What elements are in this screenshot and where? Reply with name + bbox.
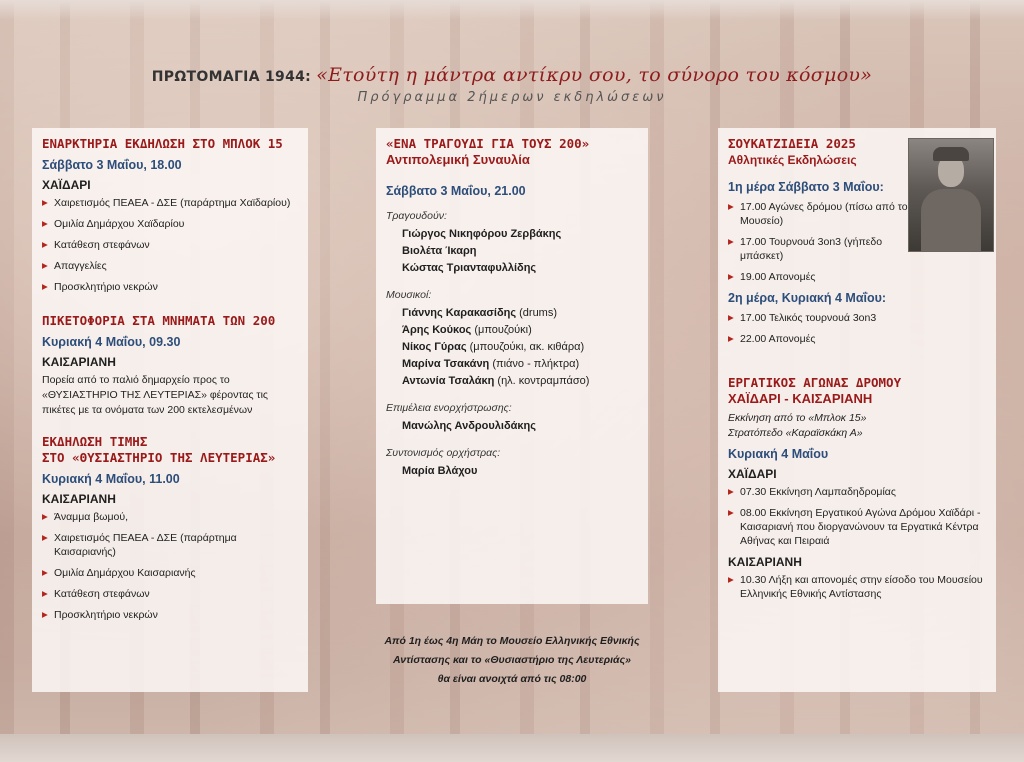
title-prefix: ΠΡΩΤΟΜΑΓΙΑ 1944: [151,69,312,85]
section-title-opening: ΕΝΑΡΚΤΗΡΙΑ ΕΚΔΗΛΩΣΗ ΣΤΟ ΜΠΛΟΚ 15 [42,136,283,151]
section-title-pickets: ΠΙΚΕΤΟΦΟΡΙΑ ΣΤΑ ΜΝΗΜΑΤΑ ΤΩΝ 200 [42,313,276,328]
list-item: ▶ Ομιλία Δημάρχου Χαϊδαρίου [42,217,298,231]
musician-entry: Αντωνία Τσαλάκη (ηλ. κοντραμπάσο) [402,375,590,387]
page-subtitle: Πρόγραμμα 2ήμερων εκδηλώσεων [357,90,667,105]
section-title-sports: ΣΟΥΚΑΤΖΙΔΕΙΑ 2025 [728,136,856,151]
column-center [376,128,648,604]
note-line: θα είναι ανοιχτά από τις 08:00 [437,673,587,685]
race-route: ΧΑΪΔΑΡΙ - ΚΑΙΣΑΡΙΑΝΗ [728,391,873,406]
list-item: ▶ Κατάθεση στεφάνων [42,238,298,252]
section-place: ΧΑΪΔΑΡΙ [728,467,777,481]
section-place: ΚΑΙΣΑΡΙΑΝΗ [728,555,802,569]
section-date: Σάββατο 3 Μαΐου, 18.00 [42,158,182,172]
note-line: Από 1η έως 4η Μάη το Μουσείο Ελληνικής Εθνικής [384,635,640,647]
list-item: ▶ 19.00 Απονομές [728,270,986,284]
musician-entry: Γιάννης Καρακασίδης (drums) [402,307,558,319]
singers-label: Τραγουδούν: [386,210,447,222]
day1-label: 1η μέρα Σάββατο 3 Μαΐου: [728,180,884,194]
musicians-label: Μουσικοί: [386,289,432,301]
section-date: Σάββατο 3 Μαΐου, 21.00 [386,184,526,198]
section-subtitle-concert: Αντιπολεμική Συναυλία [386,152,530,167]
list-item: ▶ 08.00 Εκκίνηση Εργατικού Αγώνα Δρόμου Χαϊδάρι - Καισαριανή που διοργανώνουν τα Εργατικά Κέντρα Αθήνας και Πειραιά [728,506,986,548]
page-title [0,64,1024,86]
list-item: ▶ Χαιρετισμός ΠΕΑΕΑ - ΔΣΕ (παράρτημα Καισαριανής) [42,531,298,559]
singer-name: Βιολέτα Ίκαρη [402,245,477,257]
museum-opening-note [370,632,654,689]
section-place: ΧΑΪΔΑΡΙ [42,178,91,192]
list-item: ▶ 22.00 Απονομές [728,332,986,346]
musician-entry: Άρης Κούκος (μπουζούκι) [402,324,532,336]
list-item: ▶ Απαγγελίες [42,259,298,273]
portrait-photo [908,138,994,252]
list-item: ▶ Προσκλητήριο νεκρών [42,280,298,294]
singer-name: Κώστας Τριανταφυλλίδης [402,262,537,274]
list-item: ▶ Ομιλία Δημάρχου Καισαριανής [42,566,298,580]
section-place: ΚΑΙΣΑΡΙΑΝΗ [42,492,116,506]
section-date: Κυριακή 4 Μαΐου, 09.30 [42,335,181,349]
list-item: ▶ 17.00 Τελικός τουρνουά 3on3 [728,311,986,325]
list-item: ▶ Χαιρετισμός ΠΕΑΕΑ - ΔΣΕ (παράρτημα Χαϊδαρίου) [42,196,298,210]
section-subtitle-sports: Αθλητικές Εκδηλώσεις [728,153,857,167]
orchestration-label: Επιμέλεια ενορχήστρωσης: [386,402,512,414]
section-date: Κυριακή 4 Μαΐου [728,447,829,461]
list-item: ▶ Προσκλητήριο νεκρών [42,608,298,622]
note-line: Αντίστασης και το «Θυσιαστήριο της Λευτεριάς» [393,654,631,666]
section-title-race: ΕΡΓΑΤΙΚΟΣ ΑΓΩΝΑΣ ΔΡΟΜΟΥ [728,375,902,390]
header [0,64,1024,105]
section-date: Κυριακή 4 Μαΐου, 11.00 [42,472,180,486]
day2-label: 2η μέρα, Κυριακή 4 Μαΐου: [728,291,887,305]
orchestration-name: Μανώλης Ανδρουλιδάκης [402,420,536,432]
race-start-line: Εκκίνηση από το «Μπλοκ 15» [728,412,867,424]
list-item: ▶ 07.30 Εκκίνηση Λαμπαδηδρομίας [728,485,986,499]
list-item: ▶ 17.00 Αγώνες δρόμου (πίσω από το Μουσείο) [728,200,910,228]
title-quote: «Ετούτη η μάντρα αντίκρυ σου, το σύνορο του κόσμου» [316,64,873,86]
section-title-honor-line2: ΣΤΟ «ΘΥΣΙΑΣΤΗΡΙΟ ΤΗΣ ΛΕΥΤΕΡΙΑΣ» [42,450,276,465]
section-title-honor-line1: ΕΚΔΗΛΩΣΗ ΤΙΜΗΣ [42,434,148,449]
coordination-label: Συντονισμός ορχήστρας: [386,447,501,459]
race-start-line: Στρατόπεδο «Καραϊσκάκη Α» [728,427,863,439]
section-text: Πορεία από το παλιό δημαρχείο προς το «ΘΥΣΙΑΣΤΗΡΙΟ ΤΗΣ ΛΕΥΤΕΡΙΑΣ» φέροντας τις πικέτες με τα ονόματα των 200 εκτελεσμένων [42,374,268,416]
bottom-edge [0,734,1024,762]
coordination-name: Μαρία Βλάχου [402,465,478,477]
musician-entry: Νίκος Γύρας (μπουζούκι, ακ. κιθάρα) [402,341,585,353]
singer-name: Γιώργος Νικηφόρου Ζερβάκης [402,228,562,240]
list-item: ▶ 17.00 Τουρνουά 3on3 (γήπεδο μπάσκετ) [728,235,910,263]
top-edge [0,0,1024,20]
list-item: ▶ 10.30 Λήξη και απονομές στην είσοδο του Μουσείου Ελληνικής Εθνικής Αντίστασης [728,573,986,601]
section-title-concert: «ΕΝΑ ΤΡΑΓΟΥΔΙ ΓΙΑ ΤΟΥΣ 200» [386,136,590,151]
column-left [32,128,308,692]
list-item: ▶ Κατάθεση στεφάνων [42,587,298,601]
section-place: ΚΑΙΣΑΡΙΑΝΗ [42,355,116,369]
musician-entry: Μαρίνα Τσακάνη (πιάνο - πλήκτρα) [402,358,580,370]
list-item: ▶ Άναμμα βωμού, [42,510,298,524]
